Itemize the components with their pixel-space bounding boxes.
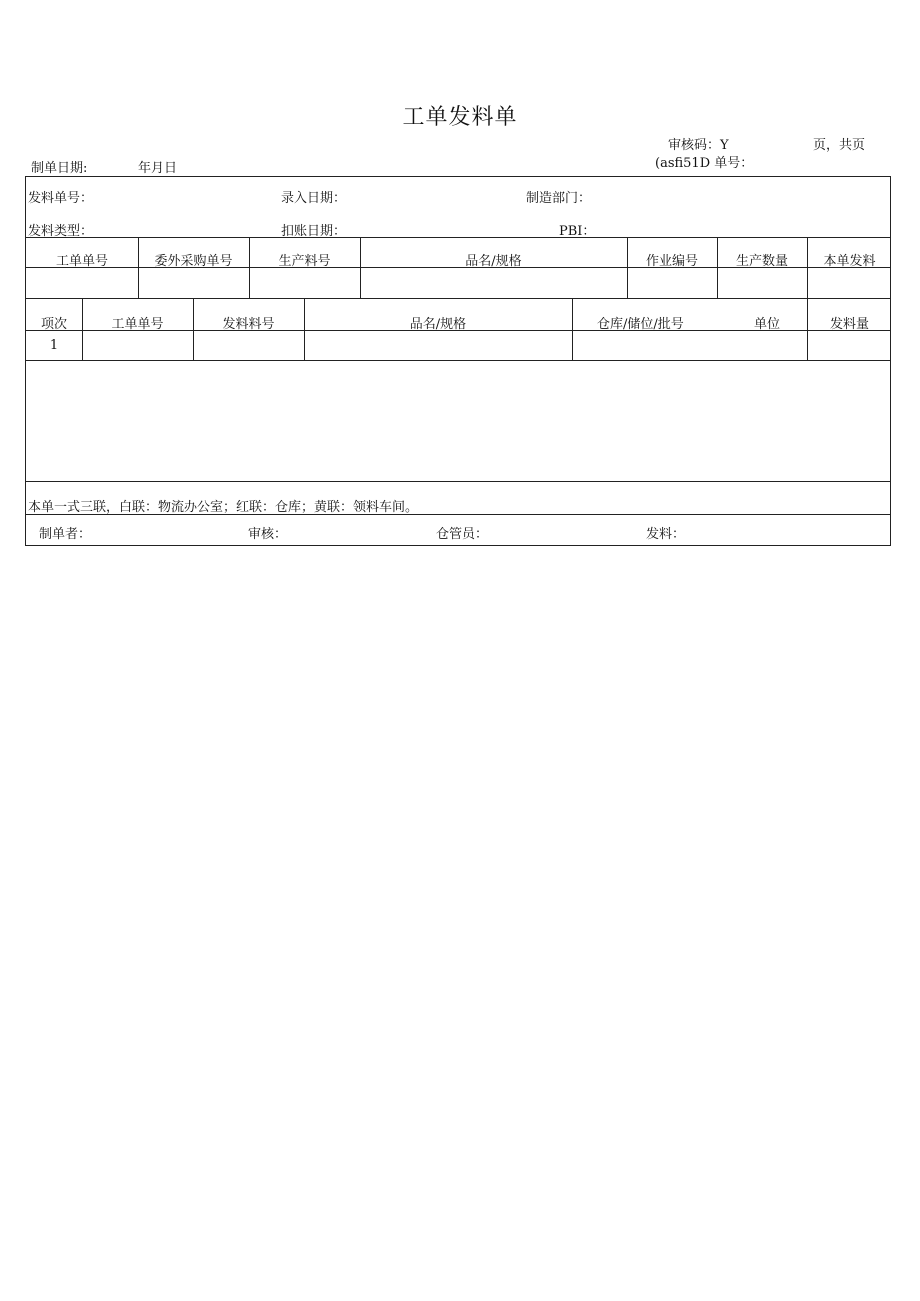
detail-col-seq: 项次 (40, 317, 67, 332)
divider (572, 298, 573, 360)
header-col-operation: 作业编号 (645, 254, 698, 269)
issuer-label: 发料： (646, 527, 686, 542)
page-title: 工单发料单 (402, 105, 518, 130)
divider (26, 481, 890, 482)
copies-note: 本单一式三联，白联：物流办公室；红联：仓库；黄联：领料车间。 (28, 500, 419, 515)
header-col-prod-qty: 生产数量 (735, 254, 788, 269)
header-col-prod-part: 生产料号 (278, 254, 331, 269)
entry-date-label: 录入日期： (281, 191, 347, 206)
audit-code: 审核码：Y (668, 138, 729, 153)
form-code: (asfi51D 单号： (655, 156, 754, 171)
made-date-value: 年月日 (138, 161, 178, 176)
maker-label: 制单者： (39, 527, 92, 542)
header-col-outsource-po: 委外采购单号 (154, 254, 233, 269)
reviewer-label: 审核： (248, 527, 288, 542)
header-col-name-spec: 品名/规格 (465, 254, 522, 269)
divider (26, 237, 890, 238)
mfg-dept-label: 制造部门： (526, 191, 592, 206)
deduct-date-label: 扣账日期： (281, 224, 347, 239)
keeper-label: 仓管员： (436, 527, 489, 542)
divider (26, 360, 890, 361)
detail-col-name-spec: 品名/规格 (409, 317, 467, 332)
issue-form (25, 176, 891, 546)
page-info: 页，共页 (813, 138, 866, 153)
issue-type-label: 发料类型： (28, 224, 94, 239)
made-date-label: 制单日期: (31, 161, 88, 176)
detail-col-warehouse: 仓库/储位/批号 (597, 317, 684, 332)
detail-col-unit: 单位 (754, 317, 781, 332)
table-row-seq: 1 (49, 338, 59, 353)
issue-no-label: 发料单号： (28, 191, 94, 206)
detail-col-issue-qty: 发料量 (829, 317, 869, 332)
header-col-work-order: 工单单号 (55, 254, 108, 269)
detail-col-issue-part: 发料料号 (222, 317, 275, 332)
divider (26, 298, 890, 299)
pbi-label: PBI： (559, 224, 596, 239)
detail-col-work-order: 工单单号 (111, 317, 164, 332)
header-col-this-issue: 本单发料 (823, 254, 876, 269)
